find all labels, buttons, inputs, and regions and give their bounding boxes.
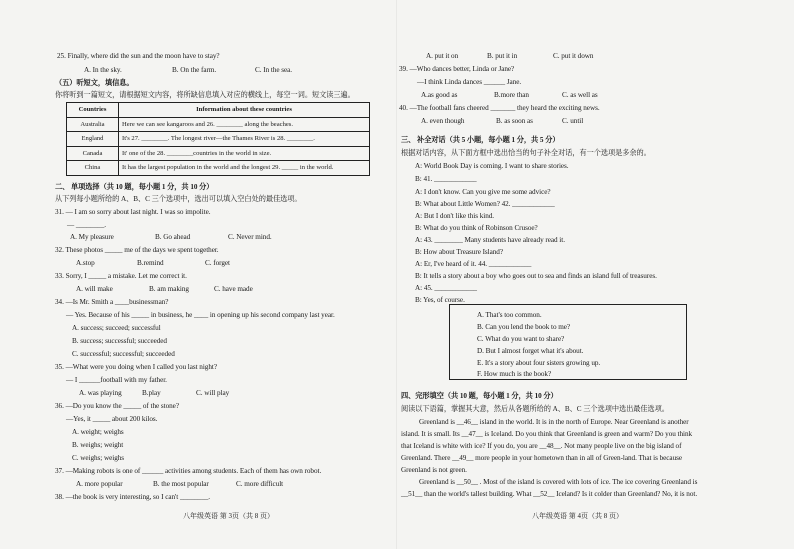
option-b: B.more than — [494, 91, 529, 99]
option-a: A.stop — [76, 259, 95, 267]
option-c: C. have made — [214, 285, 253, 293]
question-36-reply: —Yes, it _____ about 200 kilos. — [66, 415, 158, 423]
box-option: B. Can you lend the book to me? — [477, 323, 571, 331]
question-25: 25. Finally, where did the sun and the moon have to stay? — [57, 52, 220, 60]
dialog-line: B: Yes, of course. — [415, 296, 465, 304]
question-40: 40. —The football fans cheered _______ they heard the exciting news. — [399, 104, 600, 112]
box-option: D. But I almost forget what it's about. — [477, 347, 584, 355]
option-b: B. as soon as — [496, 117, 533, 125]
passage-line: Greenland. There __49__ more people in your hometown than in all of Green-land. That is because — [401, 454, 682, 462]
dialog-line: B: It tells a story about a boy who goes out to sea and finds an island full of treasures. — [415, 272, 657, 280]
box-option: A. That's too common. — [477, 311, 542, 319]
passage-line: island. It is small. Its __47__ is Iceland. Do you think that Greenland is green and warm? Do you think — [401, 430, 693, 438]
dialog-line: A: Er, I've heard of it. 44. ____________ — [415, 260, 532, 268]
passage-line: that Iceland is white with ice? If you do, you are __48__. Not many people live on the big island of — [401, 442, 682, 450]
section-5-title: （五）听短文，填信息。 — [55, 79, 134, 87]
option-a: A. put it on — [426, 52, 459, 60]
section-3-instruction: 根据对话内容，从下面方框中选出恰当的句子补全对话，有一个选项是多余的。 — [401, 149, 651, 157]
box-option: C. What do you want to share? — [477, 335, 565, 343]
question-38: 38. —the book is very interesting, so I can't ________. — [55, 493, 211, 501]
table-cell: Australia — [67, 117, 119, 132]
table-row — [67, 117, 370, 132]
question-31-reply: — ________. — [67, 221, 106, 229]
section-3-title: 三、 补全对话（共 5 小题，每小题 1 分，共 5 分） — [401, 136, 560, 144]
option-b: B. Go ahead — [155, 233, 191, 241]
dialog-line: A: World Book Day is coming. I want to share stories. — [415, 162, 569, 170]
passage-line: Greenland is __50__ . Most of the island is covered with lots of ice. The ice covering Greenland is — [419, 478, 698, 486]
option-c: C. until — [562, 117, 584, 125]
section-4-instruction: 阅读以下语篇，掌握其大意，然后从各题所给的 A、B、C 三个选项中选出最佳选项。 — [401, 405, 669, 413]
box-option: E. It's a story about four sisters growing up. — [477, 359, 601, 367]
right-page — [397, 0, 794, 549]
question-37: 37. —Making robots is one of ______ activities among students. Each of them has own robot. — [55, 467, 322, 475]
option-c: C. Never mind. — [228, 233, 272, 241]
option-a: A. was playing — [79, 389, 122, 397]
question-39: 39. —Who dances better, Linda or Jane? — [399, 65, 515, 73]
table-row — [67, 146, 370, 161]
question-32: 32. These photos _____ me of the days we spent together. — [55, 246, 219, 254]
table-cell: Here we can see kangaroos and 26. ________ along the beaches. — [119, 117, 370, 132]
table-cell: It' one of the 28. ________countries in the world in size. — [119, 146, 370, 161]
option-a: A.as good as — [421, 91, 458, 99]
table-row — [67, 161, 370, 176]
dialog-line: A: But I don't like this kind. — [415, 212, 495, 220]
section-5-instruction: 你将听到一篇短文，请根据短文内容，将所缺信息填入对应的横线上，每空一词。短文读三遍。 — [55, 91, 355, 99]
box-option: F. How much is the book? — [477, 370, 552, 378]
option-b: B. weighs; weight — [72, 441, 124, 449]
page-footer: 八年级英语 第 3页（共 8 页） — [183, 512, 274, 520]
section-2-instruction: 从下列每小题所给的 A、B、C 三个选项中，选出可以填入空白处的最佳选项。 — [55, 195, 302, 203]
question-33: 33. Sorry, I _____ a mistake. Let me correct it. — [55, 272, 187, 280]
option-c: C. weighs; weighs — [72, 454, 125, 462]
option-b: B. the most popular — [153, 480, 209, 488]
page-footer: 八年级英语 第 4页（共 8 页） — [532, 512, 623, 520]
option-a: A. more popular — [76, 480, 123, 488]
section-2-title: 二、 单项选择（共 10 题，每小题 1 分，共 10 分） — [55, 183, 214, 191]
option-a: A. My pleasure — [70, 233, 114, 241]
table-cell: China — [67, 161, 119, 176]
option-a: A. even though — [421, 117, 465, 125]
passage-line: Greenland is __46__ island in the world. It is in the north of Europe. Near Greenland is another — [419, 418, 689, 426]
table-cell: It's 27. ________. The longest river—the Thames River is 28. ________. — [119, 132, 370, 147]
table-cell: It has the largest population in the world and the longest 29. _____ in the world. — [119, 161, 370, 176]
dialog-line: A: I don't know. Can you give me some advice? — [415, 188, 551, 196]
option-c: C. will play — [196, 389, 230, 397]
question-34: 34. —Is Mr. Smith a ____businessman? — [55, 298, 169, 306]
passage-line: Greenland is not green. — [401, 466, 467, 474]
option-b: B. put it in — [487, 52, 518, 60]
option-a: A. success; succeed; successful — [72, 324, 161, 332]
passage-line: __51__ than the world's tallest building. What __52__ Iceland? Is it colder than Greenland? No, it is not. — [401, 490, 698, 498]
section-4-title: 四、完形填空（共 10 题，每小题 1 分，共 10 分） — [401, 392, 558, 400]
question-35-reply: — I ______football with my father. — [66, 376, 167, 384]
table-row — [67, 132, 370, 147]
question-31: 31. — I am so sorry about last night. I was so impolite. — [55, 208, 211, 216]
question-39-reply: —I think Linda dances ______ Jane. — [417, 78, 522, 86]
option-a: A. will make — [76, 285, 113, 293]
option-a: A. In the sky. — [84, 66, 122, 74]
option-c: C. as well as — [562, 91, 598, 99]
question-34-reply: — Yes. Because of his _____ in business, he ____ in opening up his second company last year. — [66, 311, 335, 319]
option-c: C. successful; successful; succeeded — [72, 350, 175, 358]
dialog-line: A: 43. ________ Many students have already read it. — [415, 236, 565, 244]
option-a: A. weight; weighs — [72, 428, 124, 436]
option-b: B.play — [142, 389, 161, 397]
option-c: C. more difficult — [236, 480, 284, 488]
info-table — [66, 102, 370, 176]
option-c: C. put it down — [553, 52, 594, 60]
question-36: 36. —Do you know the _____ of the stone? — [55, 402, 179, 410]
dialog-line: A: 45. ____________ — [415, 284, 477, 292]
dialog-line: B: What about Little Women? 42. ____________ — [415, 200, 555, 208]
dialog-line: B: How about Treasure Island? — [415, 248, 503, 256]
option-c: C. forget — [205, 259, 230, 267]
option-b: B. On the farm. — [172, 66, 217, 74]
option-b: B.remind — [137, 259, 164, 267]
dialog-line: B: What do you think of Robinson Crusoe? — [415, 224, 538, 232]
option-c: C. In the sea. — [255, 66, 293, 74]
dialog-line: B: 41. ____________ — [415, 175, 477, 183]
options-box — [449, 304, 687, 380]
table-header: Countries — [67, 103, 119, 118]
table-header: Information about these countries — [119, 103, 370, 118]
option-b: B. am making — [149, 285, 189, 293]
option-b: B. success; successful; succeeded — [72, 337, 167, 345]
table-cell: Canada — [67, 146, 119, 161]
question-35: 35. —What were you doing when I called you last night? — [55, 363, 217, 371]
table-cell: England — [67, 132, 119, 147]
